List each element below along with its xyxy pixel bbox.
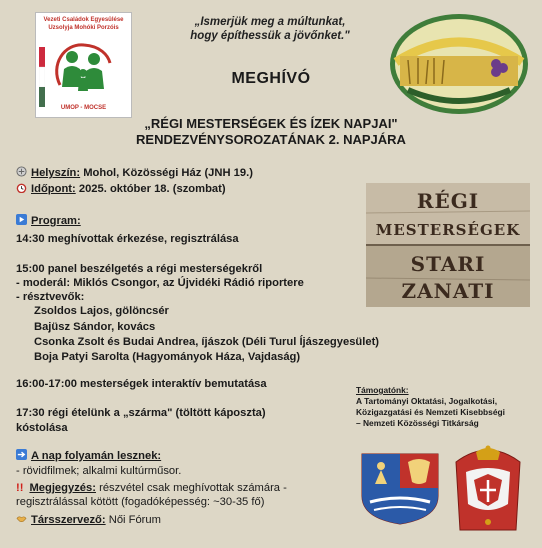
program-item-tasting: 17:30 régi ételünk a „szárma" (töltött káposzta) — [16, 407, 266, 419]
program-item-tasting-cont: kóstolása — [16, 422, 68, 434]
place-label: Helyszín: — [31, 167, 81, 179]
program-heading: Program: — [31, 215, 81, 227]
extras-text: - rövidfilmek; alkalmi kultúrműsor. — [16, 465, 182, 477]
participant-4: Boja Patyi Sarolta (Hagyományok Háza, Vajdaság) — [34, 351, 301, 363]
play-icon — [16, 214, 27, 225]
note-label: Megjegyzés: — [29, 482, 96, 494]
supporters-block — [356, 385, 536, 429]
alarm-clock-icon — [16, 182, 27, 193]
motto-line-1: „Ismerjük meg a múltunkat, — [194, 16, 346, 28]
participant-2: Bajüsz Sándor, kovács — [34, 321, 156, 333]
supporters-line-2: Közigazgatási és Nemzeti Kisebbségi — [356, 407, 505, 417]
sign-line-1: RÉGI — [416, 189, 480, 213]
association-logo — [35, 12, 132, 118]
participant-3: Csonka Zsolt és Budai Andrea, íjászok (Déli Turul Íjászegyesület) — [34, 336, 380, 348]
page-title: MEGHÍVÓ — [231, 70, 311, 87]
supporters-line-3: – Nemzeti Közösségi Titkárság — [356, 418, 479, 428]
location-icon — [16, 166, 27, 177]
warning-marker-icon: !! — [16, 482, 24, 494]
participant-1: Zsoldos Lajos, gölöncsér — [34, 305, 169, 317]
extras-heading: A nap folyamán lesznek: — [31, 450, 162, 462]
sign-line-3: STARI — [410, 252, 486, 276]
date-row — [16, 182, 226, 196]
extras-heading-row — [16, 449, 161, 463]
wooden-sign-image — [366, 183, 530, 307]
sign-line-4: ZANATI — [401, 279, 495, 303]
program-item-demo: 16:00-17:00 mesterségek interaktív bemutatása — [16, 378, 267, 390]
date-label: Időpont: — [31, 183, 76, 195]
logo-line-1: Vezeti Családok Egyesülése — [43, 17, 124, 23]
panel-participants-label: - résztvevők: — [16, 291, 85, 303]
harvest-festival-logo — [388, 12, 530, 116]
logo-footer: UMOP - MOCSE — [60, 105, 107, 111]
coorganizer-label: Társszervező: — [31, 514, 106, 526]
logo-line-2: Uzsolyja Mohóki Porzóis — [48, 25, 119, 31]
motto — [150, 15, 390, 43]
sign-line-2: MESTERSÉGEK — [375, 221, 521, 239]
note-row — [16, 481, 287, 495]
program-heading-row — [16, 214, 81, 228]
supporters-label: Támogatónk: — [356, 385, 409, 395]
date-value: 2025. október 18. (szombat) — [75, 183, 226, 195]
subtitle-line-1: „RÉGI MESTERSÉGEK ÉS ÍZEK NAPJAI" — [144, 116, 398, 131]
note-line-1: részvétel csak meghívottak számára - — [95, 482, 287, 494]
coorganizer-row — [16, 513, 161, 526]
motto-line-2: hogy építhessük a jövőnket." — [190, 30, 350, 42]
arrow-right-icon — [16, 449, 27, 460]
place-row — [16, 166, 253, 180]
supporters-line-1: A Tartományi Oktatási, Jogalkotási, — [356, 396, 498, 406]
event-subtitle — [0, 116, 542, 148]
serbia-coat-of-arms-icon — [452, 442, 524, 534]
vojvodina-coat-of-arms-icon — [360, 452, 440, 526]
program-item-arrival: 14:30 meghívottak érkezése, regisztrálása — [16, 233, 239, 245]
note-line-2: regisztrálással kötött (fogadóképesség: ~30-35 fő) — [16, 496, 265, 508]
coorganizer-value: Női Fórum — [105, 514, 161, 526]
handshake-icon — [16, 513, 27, 524]
program-item-panel: 15:00 panel beszélgetés a régi mesterségekről — [16, 263, 263, 275]
place-value: Mohol, Közösségi Ház (JNH 19.) — [80, 167, 253, 179]
subtitle-line-2: RENDEZVÉNYSOROZATÁNAK 2. NAPJÁRA — [136, 132, 406, 147]
panel-moderator: - moderál: Miklós Csongor, az Újvidéki Rádió riportere — [16, 277, 304, 289]
family-figures-icon — [50, 35, 124, 99]
